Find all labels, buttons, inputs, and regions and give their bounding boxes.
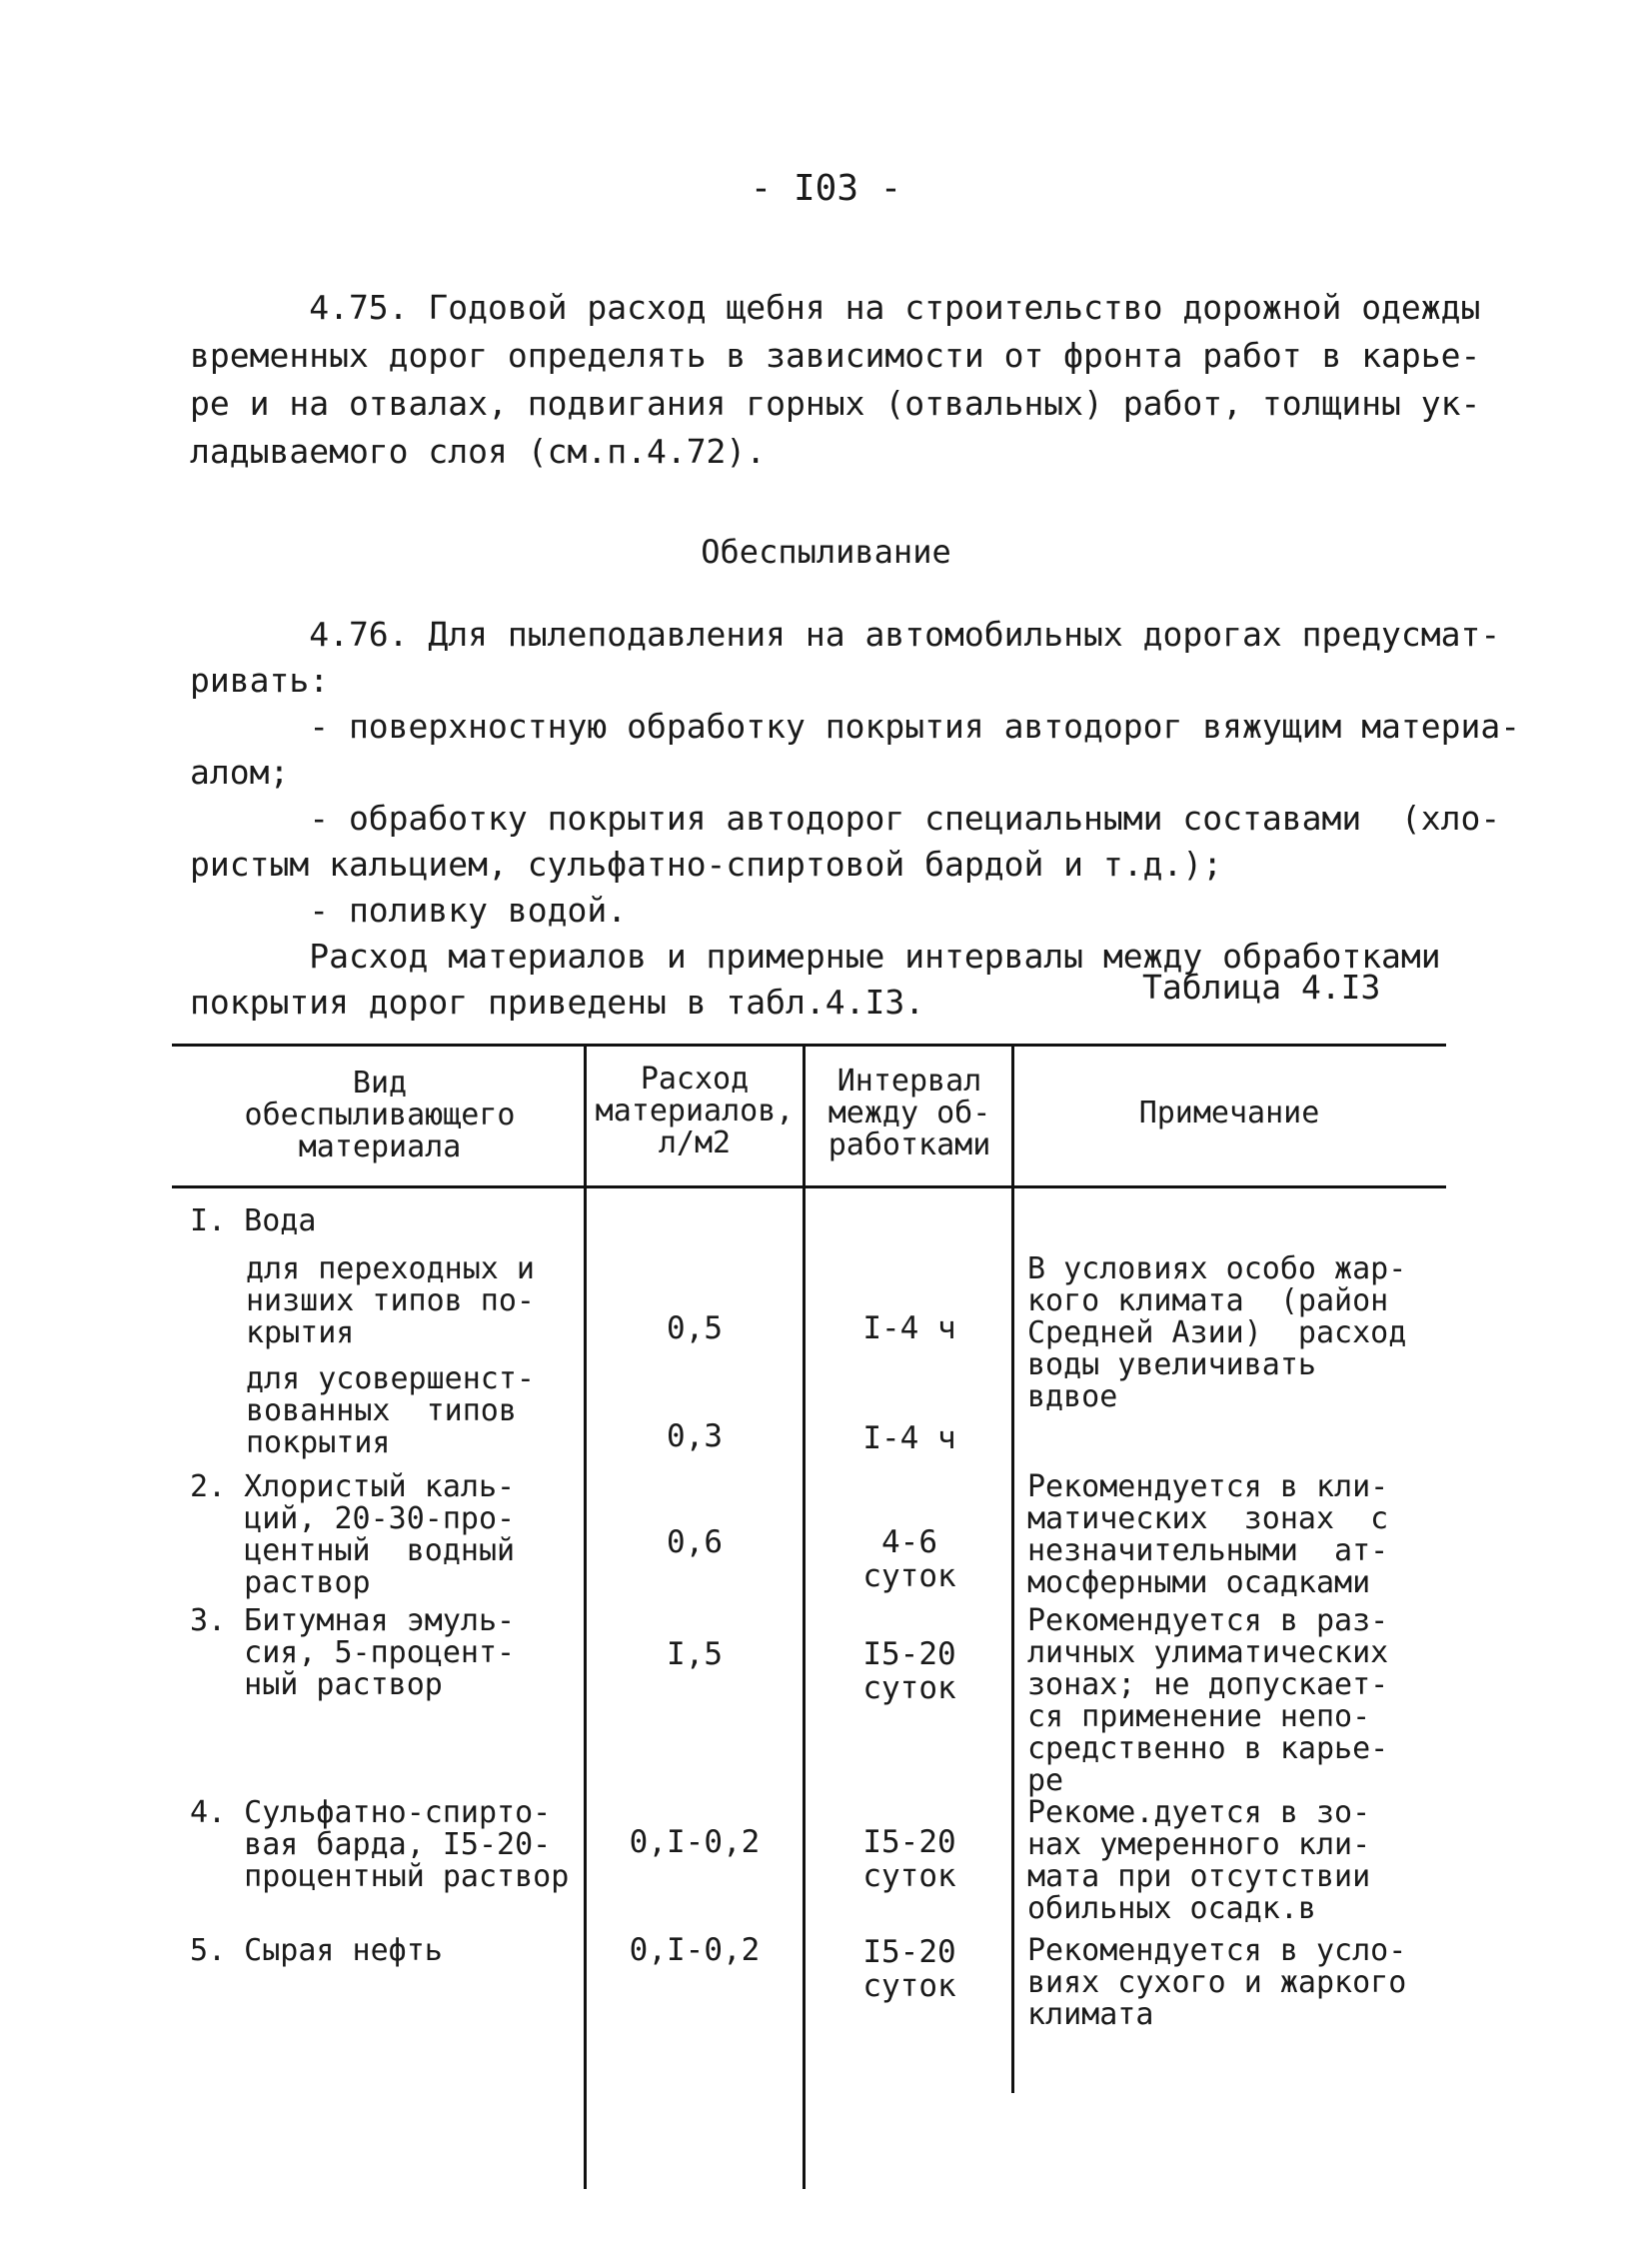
row3-interval: I5-20 суток [862,1636,956,1706]
row1a-material: для переходных и низших типов по- крытия [246,1251,535,1350]
row2-interval: 4-6 суток [862,1524,956,1594]
row1-title: I. Вода [190,1203,317,1238]
row2-material: 2. Хлористый каль- ций, 20-30-про- центный водный раствор [190,1469,516,1600]
header-rate: Расход материалов, л/м2 [595,1062,795,1160]
row4-rate: 0,I-0,2 [629,1824,761,1860]
row4-note: Рекоме.дуется в зо- нах умеренного кли- мата при отсутствии обильных осадк.в [1027,1795,1371,1926]
header-material: Вид обеспыливающего материала [244,1066,516,1164]
row1b-rate: 0,3 [667,1418,723,1454]
row1-note: В условиях особо жар- кого климата (район Средней Азии) расход воды увеличивать вдвое [1027,1251,1407,1414]
row2-note: Рекомендуется в кли- матических зонах с незначительными ат- мосферными осадками [1027,1469,1389,1600]
page-number: - I03 - [750,168,902,209]
table-caption: Таблица 4.I3 [1142,968,1381,1007]
row5-interval: I5-20 суток [862,1934,956,2004]
row1a-rate: 0,5 [667,1310,723,1346]
header-interval: Интервал между об- работками [827,1064,991,1162]
row4-interval: I5-20 суток [862,1824,956,1894]
table-top-rule [172,1044,1446,1047]
header-note: Примечание [1138,1096,1320,1130]
section-heading: Обеспыливание [701,533,951,571]
paragraph-4-76: 4.76. Для пылеподавления на автомобильных дорогах предусмат- ривать: - поверхностную обработку покрытия автодорог вяжущим материа- алом; - обработку покрытия автодорог специальными составами (хло- ристым кальцием, сульфатно-спиртовой бардой и т.д.); - поливку водой. Расход материалов и примерные интервалы между обработками покрытия дорог приведены в табл.4.I3. [190,615,1521,1022]
row1b-material: для усовершенст- вованных типов покрытия [246,1361,535,1460]
row5-rate: 0,I-0,2 [629,1932,761,1968]
row5-note: Рекомендуется в усло- виях сухого и жаркого климата [1027,1933,1407,2032]
row3-note: Рекомендуется в раз- личных улиматических зонах; не допускает- ся применение непо- средственно в карье- ре [1027,1603,1389,1798]
row1a-interval: I-4 ч [862,1310,956,1346]
paragraph-4-75: 4.75. Годовой расход щебня на строительство дорожной одежды временных дорог определять в зависимости от фронта работ в карье- ре и на отвалах, подвигания горных (отвальных) работ, толщины ук- ладываемого слоя (см.п.4.72). [190,288,1481,471]
table-header-rule [172,1185,1446,1188]
column-divider-2 [803,1044,806,2189]
row1b-interval: I-4 ч [862,1420,956,1456]
row5-material: 5. Сырая нефть [190,1933,443,1968]
row3-rate: I,5 [667,1636,723,1672]
row3-material: 3. Битумная эмуль- сия, 5-процент- ный раствор [190,1603,516,1702]
row2-rate: 0,6 [667,1524,723,1560]
row4-material: 4. Сульфатно-спирто- вая барда, I5-20- процентный раствор [190,1795,570,1894]
column-divider-1 [584,1044,587,2189]
